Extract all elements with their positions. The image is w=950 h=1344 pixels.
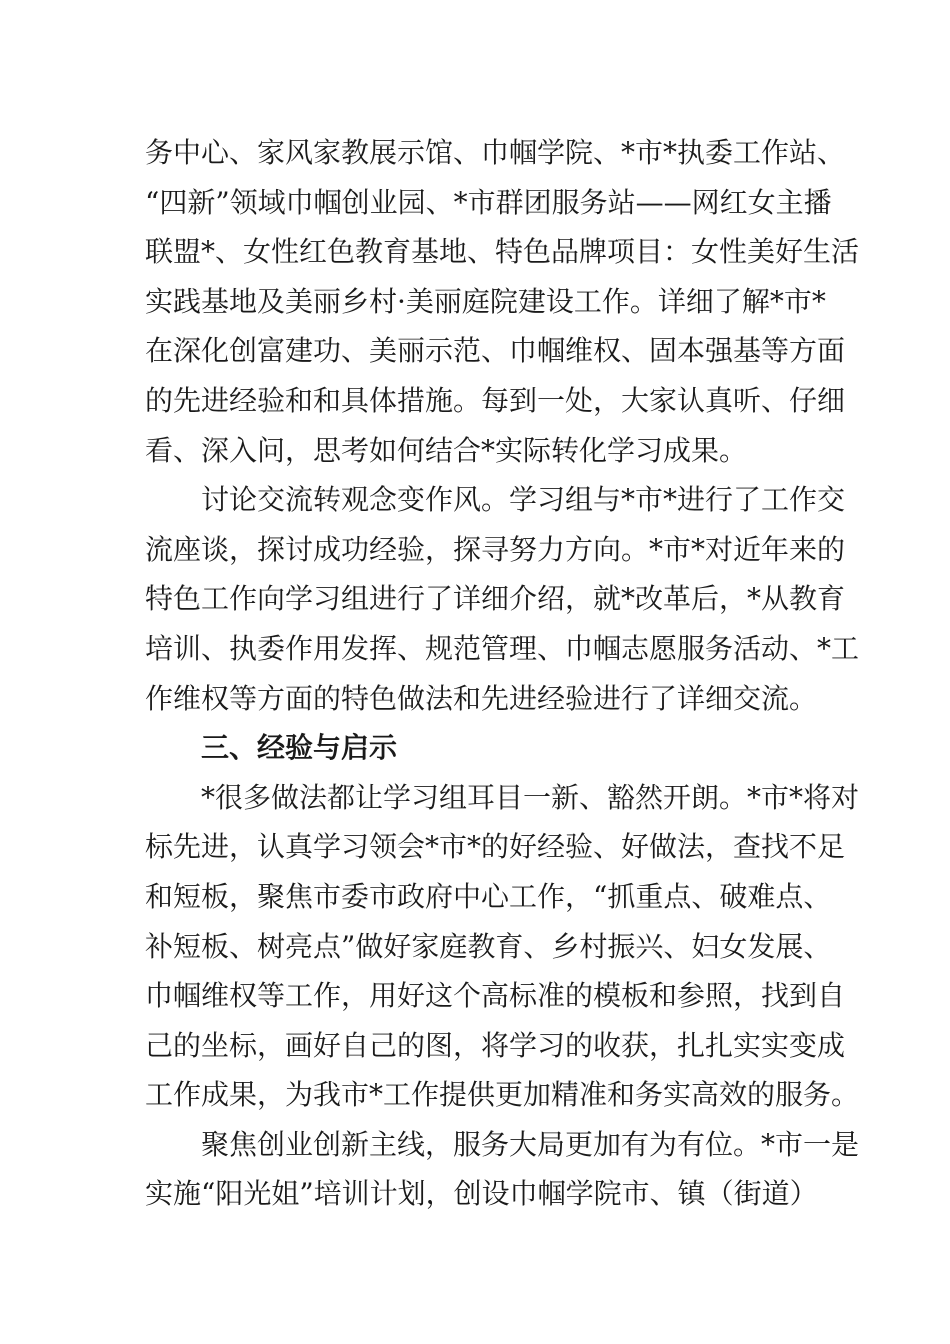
paragraph-first-line: *很多做法都让学习组耳目一新、豁然开朗。*市*将对 <box>201 780 860 814</box>
paragraph-first-line: 讨论交流转观念变作风。学习组与*市*进行了工作交 <box>201 483 846 517</box>
body-line: 特色工作向学习组进行了详细介绍，就*改革后，*从教育 <box>145 582 846 616</box>
section-heading: 三、经验与启示 <box>201 731 398 765</box>
body-line: 补短板、树亮点”做好家庭教育、乡村振兴、妇女发展、 <box>145 929 832 963</box>
body-line: 流座谈，探讨成功经验，探寻努力方向。*市*对近年来的 <box>145 532 846 566</box>
body-line: 培训、执委作用发挥、规范管理、巾帼志愿服务活动、*工 <box>145 631 860 665</box>
body-line: 和短板，聚焦市委市政府中心工作，“抓重点、破难点、 <box>145 879 832 913</box>
body-line: 看、深入问，思考如何结合*实际转化学习成果。 <box>145 433 748 467</box>
body-line: 巾帼维权等工作，用好这个高标准的模板和参照，找到自 <box>145 979 846 1013</box>
body-line: 的先进经验和和具体措施。每到一处，大家认真听、仔细 <box>145 383 846 417</box>
body-line: “四新”领域巾帼创业园、*市群团服务站——网红女主播 <box>145 185 832 219</box>
body-line: 在深化创富建功、美丽示范、巾帼维权、固本强基等方面 <box>145 334 846 368</box>
body-line: 实践基地及美丽乡村·美丽庭院建设工作。详细了解*市* <box>145 284 826 318</box>
body-line: 实施“阳光姐”培训计划，创设巾帼学院市、镇（街道） <box>145 1177 818 1211</box>
body-line: 工作成果，为我市*工作提供更加精准和务实高效的服务。 <box>145 1078 860 1112</box>
document-body <box>145 128 860 1219</box>
body-line: 己的坐标，画好自己的图，将学习的收获，扎扎实实变成 <box>145 1028 846 1062</box>
body-line: 标先进，认真学习领会*市*的好经验、好做法，查找不足 <box>145 830 846 864</box>
body-line: 务中心、家风家教展示馆、巾帼学院、*市*执委工作站、 <box>145 136 846 169</box>
paragraph-first-line: 聚焦创业创新主线，服务大局更加有为有位。*市一是 <box>201 1127 860 1161</box>
body-line: 联盟*、女性红色教育基地、特色品牌项目：女性美好生活 <box>145 235 860 269</box>
body-line: 作维权等方面的特色做法和先进经验进行了详细交流。 <box>145 681 818 715</box>
